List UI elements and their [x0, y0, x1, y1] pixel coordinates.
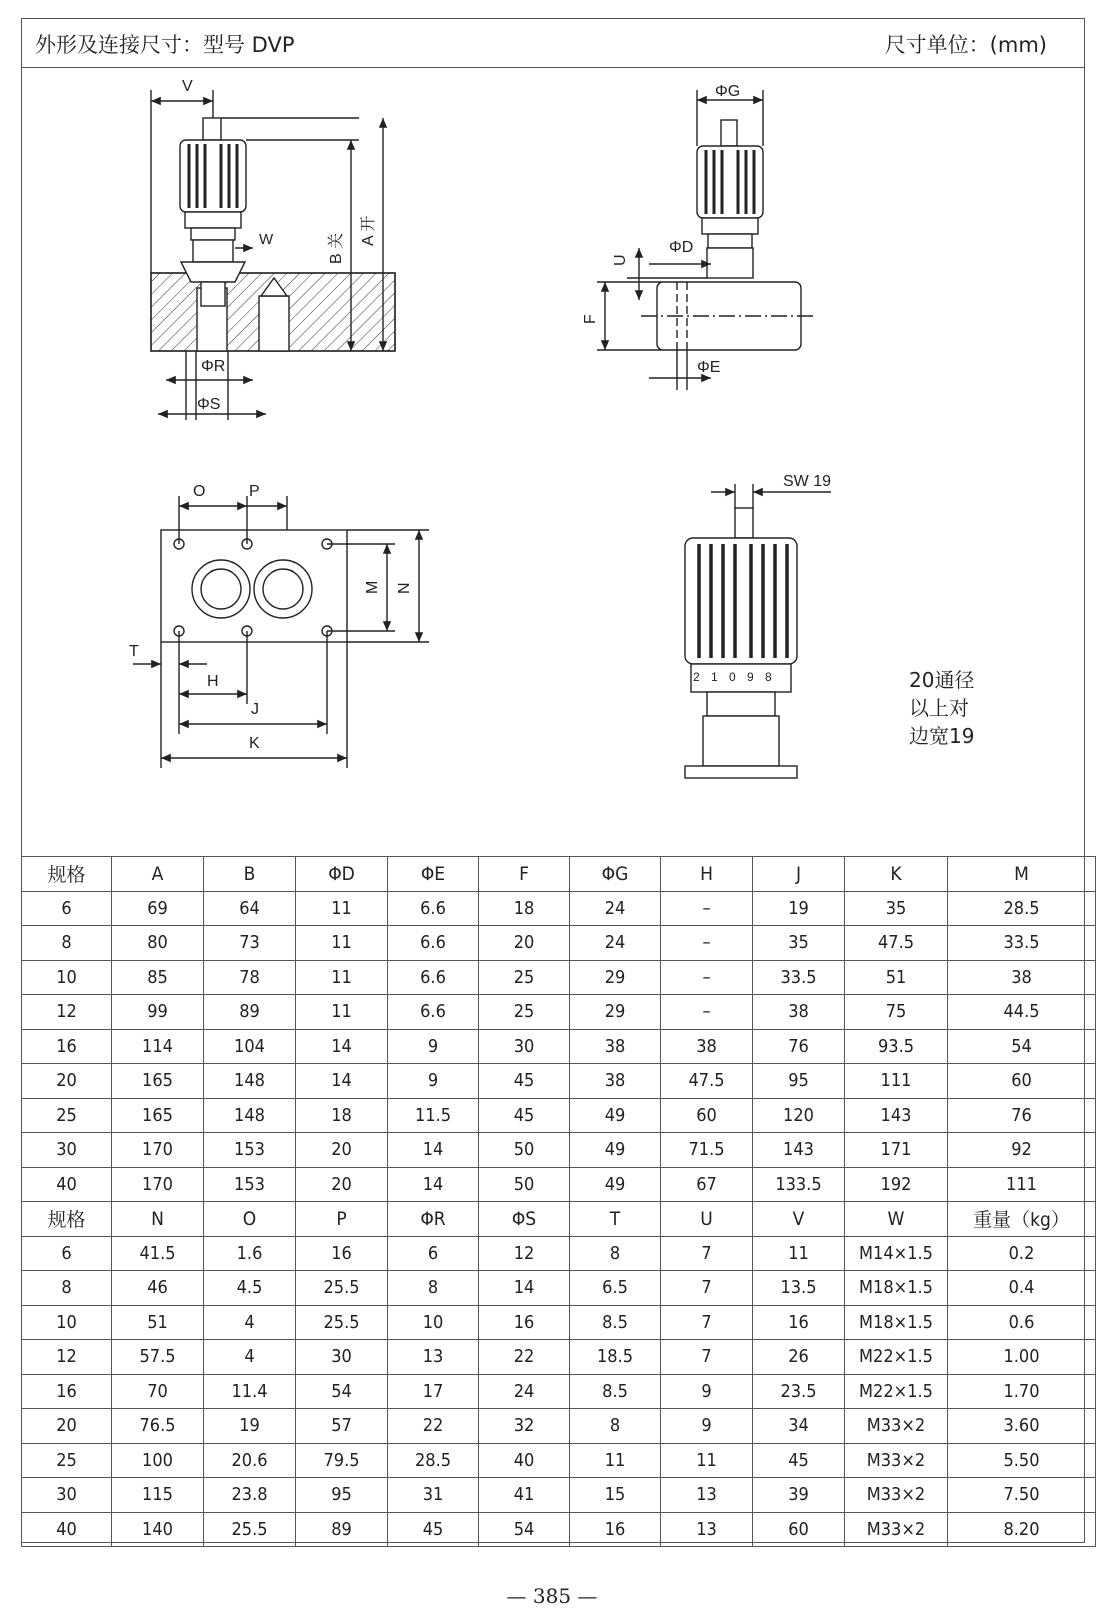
- table-cell: 73: [204, 926, 296, 961]
- table-cell: 60: [661, 1098, 753, 1133]
- header-cell: ΦG: [570, 857, 661, 892]
- table-cell: 75: [845, 995, 948, 1030]
- table-cell: 40: [22, 1512, 112, 1547]
- table-cell: 32: [479, 1409, 570, 1444]
- dim-label-u: U: [612, 254, 629, 266]
- dim-label-o: O: [193, 483, 206, 500]
- table-cell: 24: [570, 926, 661, 961]
- page-number: — 385 —: [506, 1584, 598, 1608]
- table-cell: 60: [753, 1512, 845, 1547]
- table-cell: 13.5: [753, 1271, 845, 1306]
- table-cell: 6: [388, 1236, 479, 1271]
- table-cell: 25: [22, 1098, 112, 1133]
- table-cell: 9: [388, 1064, 479, 1099]
- table-row: [22, 1340, 1096, 1375]
- table-cell: 45: [479, 1098, 570, 1133]
- header-cell: O: [204, 1202, 296, 1237]
- table-cell: 148: [204, 1098, 296, 1133]
- table-cell: 100: [112, 1443, 204, 1478]
- table-cell: 24: [479, 1374, 570, 1409]
- table-cell: 6: [22, 891, 112, 926]
- dim-label-b: B 关: [328, 232, 345, 264]
- page-header: [21, 18, 1085, 68]
- table-cell: 14: [388, 1133, 479, 1168]
- size-note-line: 边宽19: [909, 724, 975, 748]
- table-cell: 51: [112, 1305, 204, 1340]
- table-cell: 64: [204, 891, 296, 926]
- size-note: [909, 666, 974, 750]
- table-cell: 45: [753, 1443, 845, 1478]
- table-cell: M14×1.5: [845, 1236, 948, 1271]
- table-cell: 20: [479, 926, 570, 961]
- table-row: [22, 891, 1096, 926]
- table-cell: 115: [112, 1478, 204, 1513]
- table-cell: 16: [22, 1029, 112, 1064]
- table-cell: 11: [753, 1236, 845, 1271]
- table-cell: 38: [753, 995, 845, 1030]
- table-cell: M33×2: [845, 1512, 948, 1547]
- table-cell: 25: [479, 995, 570, 1030]
- table-cell: 95: [753, 1064, 845, 1099]
- table-cell: M18×1.5: [845, 1305, 948, 1340]
- table-cell: 54: [479, 1512, 570, 1547]
- table-cell: 25: [22, 1443, 112, 1478]
- table-cell: 140: [112, 1512, 204, 1547]
- table-cell: 50: [479, 1167, 570, 1202]
- table-cell: 35: [845, 891, 948, 926]
- dim-label-e: ΦE: [697, 359, 721, 376]
- table-cell: 33.5: [753, 960, 845, 995]
- table-cell: 23.5: [753, 1374, 845, 1409]
- table-cell: 16: [570, 1512, 661, 1547]
- table-cell: 38: [948, 960, 1096, 995]
- table-cell: 12: [22, 995, 112, 1030]
- dim-label-k: K: [249, 735, 260, 752]
- table-cell: 47.5: [845, 926, 948, 961]
- table-cell: M33×2: [845, 1443, 948, 1478]
- table-cell: 0.6: [948, 1305, 1096, 1340]
- table-cell: 8.5: [570, 1305, 661, 1340]
- table-cell: 49: [570, 1133, 661, 1168]
- table-cell: 8: [22, 926, 112, 961]
- table-cell: 3.60: [948, 1409, 1096, 1444]
- table-cell: 4.5: [204, 1271, 296, 1306]
- header-cell: ΦE: [388, 857, 479, 892]
- table-cell: 153: [204, 1133, 296, 1168]
- table-cell: 20: [22, 1409, 112, 1444]
- dim-label-v: V: [182, 78, 193, 95]
- table-cell: 93.5: [845, 1029, 948, 1064]
- table-cell: 16: [22, 1374, 112, 1409]
- table-cell: 13: [388, 1340, 479, 1375]
- table-cell: 12: [22, 1340, 112, 1375]
- header-cell: K: [845, 857, 948, 892]
- table-cell: 34: [753, 1409, 845, 1444]
- table-cell: 89: [204, 995, 296, 1030]
- table-cell: 76: [753, 1029, 845, 1064]
- table-cell: 8: [570, 1409, 661, 1444]
- table-cell: 78: [204, 960, 296, 995]
- table-cell: 0.2: [948, 1236, 1096, 1271]
- table-cell: 8.5: [570, 1374, 661, 1409]
- table-row: [22, 1029, 1096, 1064]
- header-cell: 重量（kg）: [948, 1202, 1096, 1237]
- dial-scale: 2 1 0 9 8: [693, 670, 776, 684]
- dim-label-f: F: [582, 314, 599, 324]
- table-header-row: [22, 857, 1096, 892]
- table-cell: 7: [661, 1305, 753, 1340]
- knob-view-drawing: [685, 484, 831, 778]
- table-cell: 16: [296, 1236, 388, 1271]
- table-cell: 6.6: [388, 891, 479, 926]
- dim-label-t: T: [129, 643, 139, 660]
- header-cell: A: [112, 857, 204, 892]
- table-cell: 19: [753, 891, 845, 926]
- table-cell: 30: [296, 1340, 388, 1375]
- table-cell: 35: [753, 926, 845, 961]
- table-cell: 46: [112, 1271, 204, 1306]
- table-row: [22, 1512, 1096, 1547]
- table-cell: 69: [112, 891, 204, 926]
- table-cell: 11.5: [388, 1098, 479, 1133]
- header-cell: V: [753, 1202, 845, 1237]
- table-cell: 25.5: [204, 1512, 296, 1547]
- table-cell: 8: [22, 1271, 112, 1306]
- table-cell: 11: [570, 1443, 661, 1478]
- table-cell: 44.5: [948, 995, 1096, 1030]
- table-row: [22, 1271, 1096, 1306]
- table-cell: 45: [388, 1512, 479, 1547]
- table-row: [22, 1409, 1096, 1444]
- header-cell: ΦR: [388, 1202, 479, 1237]
- table-cell: 0.4: [948, 1271, 1096, 1306]
- table-cell: 18: [479, 891, 570, 926]
- dimension-table: [21, 856, 1096, 1547]
- table-cell: 4: [204, 1305, 296, 1340]
- table-cell: 38: [570, 1029, 661, 1064]
- table-cell: –: [661, 960, 753, 995]
- table-cell: 89: [296, 1512, 388, 1547]
- table-row: [22, 1167, 1096, 1202]
- size-note-line: 20通径: [909, 668, 975, 692]
- dim-label-n: N: [396, 582, 413, 594]
- table-cell: 95: [296, 1478, 388, 1513]
- table-cell: M22×1.5: [845, 1340, 948, 1375]
- table-cell: 192: [845, 1167, 948, 1202]
- table-cell: 111: [948, 1167, 1096, 1202]
- knob-large: [685, 538, 797, 664]
- table-cell: 18: [296, 1098, 388, 1133]
- table-cell: 54: [948, 1029, 1096, 1064]
- table-cell: 8: [570, 1236, 661, 1271]
- table-cell: 9: [661, 1374, 753, 1409]
- dim-label-a: A 开: [360, 215, 377, 246]
- header-cell: M: [948, 857, 1096, 892]
- table-cell: 11.4: [204, 1374, 296, 1409]
- table-cell: 6.6: [388, 995, 479, 1030]
- table-cell: 25.5: [296, 1271, 388, 1306]
- table-cell: 14: [479, 1271, 570, 1306]
- table-cell: –: [661, 995, 753, 1030]
- table-cell: 6.6: [388, 960, 479, 995]
- table-cell: 7.50: [948, 1478, 1096, 1513]
- table-cell: M33×2: [845, 1478, 948, 1513]
- table-cell: 22: [479, 1340, 570, 1375]
- table-cell: 14: [296, 1029, 388, 1064]
- table-cell: 11: [661, 1443, 753, 1478]
- table-cell: 33.5: [948, 926, 1096, 961]
- table-cell: 18.5: [570, 1340, 661, 1375]
- table-cell: 13: [661, 1478, 753, 1513]
- table-cell: M33×2: [845, 1409, 948, 1444]
- table-cell: 54: [296, 1374, 388, 1409]
- table-cell: 114: [112, 1029, 204, 1064]
- table-cell: 71.5: [661, 1133, 753, 1168]
- section-view-drawing: [151, 90, 395, 420]
- header-cell: 规格: [22, 1202, 112, 1237]
- dim-label-g: ΦG: [715, 83, 741, 100]
- header-cell: T: [570, 1202, 661, 1237]
- table-cell: 80: [112, 926, 204, 961]
- header-cell: F: [479, 857, 570, 892]
- table-cell: 92: [948, 1133, 1096, 1168]
- table-cell: M18×1.5: [845, 1271, 948, 1306]
- table-cell: 120: [753, 1098, 845, 1133]
- table-cell: 29: [570, 960, 661, 995]
- table-cell: 23.8: [204, 1478, 296, 1513]
- table-cell: 26: [753, 1340, 845, 1375]
- table-cell: 1.00: [948, 1340, 1096, 1375]
- table-cell: 60: [948, 1064, 1096, 1099]
- dim-label-sw: SW 19: [783, 473, 832, 490]
- table-cell: 39: [753, 1478, 845, 1513]
- table-cell: 11: [296, 960, 388, 995]
- table-cell: 76: [948, 1098, 1096, 1133]
- header-cell: N: [112, 1202, 204, 1237]
- header-cell: B: [204, 857, 296, 892]
- table-cell: 24: [570, 891, 661, 926]
- table-cell: 14: [296, 1064, 388, 1099]
- unit-label: 尺寸单位：(mm): [884, 33, 1047, 57]
- side-view-drawing: [597, 90, 817, 390]
- table-row: [22, 1236, 1096, 1271]
- table-cell: 15: [570, 1478, 661, 1513]
- table-cell: 7: [661, 1340, 753, 1375]
- table-cell: 1.6: [204, 1236, 296, 1271]
- header-cell: J: [753, 857, 845, 892]
- table-cell: 1.70: [948, 1374, 1096, 1409]
- table-cell: 17: [388, 1374, 479, 1409]
- table-cell: 20: [22, 1064, 112, 1099]
- table-cell: 6: [22, 1236, 112, 1271]
- table-row: [22, 995, 1096, 1030]
- table-cell: 47.5: [661, 1064, 753, 1099]
- table-cell: 49: [570, 1098, 661, 1133]
- table-cell: 25: [479, 960, 570, 995]
- header-cell: U: [661, 1202, 753, 1237]
- header-cell: P: [296, 1202, 388, 1237]
- dim-label-w: W: [259, 231, 274, 248]
- table-row: [22, 1133, 1096, 1168]
- header-cell: ΦS: [479, 1202, 570, 1237]
- table-cell: 14: [388, 1167, 479, 1202]
- header-cell: 规格: [22, 857, 112, 892]
- table-row: [22, 1374, 1096, 1409]
- table-cell: 170: [112, 1133, 204, 1168]
- table-cell: 165: [112, 1064, 204, 1099]
- table-row: [22, 1305, 1096, 1340]
- table-cell: 20: [296, 1133, 388, 1168]
- dim-label-r: ΦR: [201, 358, 226, 375]
- table-cell: 148: [204, 1064, 296, 1099]
- table-cell: 20.6: [204, 1443, 296, 1478]
- table-cell: 31: [388, 1478, 479, 1513]
- table-cell: 13: [661, 1512, 753, 1547]
- table-cell: 104: [204, 1029, 296, 1064]
- technical-drawings: [21, 68, 1085, 856]
- table-cell: 41.5: [112, 1236, 204, 1271]
- table-cell: 51: [845, 960, 948, 995]
- table-cell: 41: [479, 1478, 570, 1513]
- table-header-row: [22, 1202, 1096, 1237]
- dim-label-p: P: [249, 483, 260, 500]
- table-cell: 11: [296, 995, 388, 1030]
- table-cell: 133.5: [753, 1167, 845, 1202]
- table-cell: 19: [204, 1409, 296, 1444]
- table-cell: 40: [22, 1167, 112, 1202]
- header-cell: ΦD: [296, 857, 388, 892]
- table-cell: 8: [388, 1271, 479, 1306]
- dim-label-d: ΦD: [669, 239, 694, 256]
- table-cell: 143: [753, 1133, 845, 1168]
- table-cell: 38: [661, 1029, 753, 1064]
- table-cell: 28.5: [948, 891, 1096, 926]
- table-cell: 20: [296, 1167, 388, 1202]
- table-cell: 10: [388, 1305, 479, 1340]
- table-cell: 12: [479, 1236, 570, 1271]
- table-row: [22, 1443, 1096, 1478]
- page-title: 外形及连接尺寸：型号 DVP: [35, 33, 295, 57]
- table-cell: 30: [22, 1478, 112, 1513]
- table-row: [22, 926, 1096, 961]
- table-cell: 99: [112, 995, 204, 1030]
- dim-label-s: ΦS: [197, 396, 221, 413]
- table-cell: 28.5: [388, 1443, 479, 1478]
- table-cell: 9: [388, 1029, 479, 1064]
- table-cell: 79.5: [296, 1443, 388, 1478]
- table-cell: 57: [296, 1409, 388, 1444]
- table-cell: 50: [479, 1133, 570, 1168]
- dim-label-m: M: [364, 580, 381, 594]
- table-cell: 7: [661, 1271, 753, 1306]
- table-cell: 22: [388, 1409, 479, 1444]
- table-cell: 153: [204, 1167, 296, 1202]
- table-cell: M22×1.5: [845, 1374, 948, 1409]
- table-cell: 76.5: [112, 1409, 204, 1444]
- table-row: [22, 1478, 1096, 1513]
- header-cell: H: [661, 857, 753, 892]
- table-cell: 40: [479, 1443, 570, 1478]
- dim-label-h: H: [207, 673, 219, 690]
- table-cell: 30: [479, 1029, 570, 1064]
- table-cell: 11: [296, 891, 388, 926]
- table-cell: 143: [845, 1098, 948, 1133]
- table-cell: 67: [661, 1167, 753, 1202]
- table-cell: 16: [753, 1305, 845, 1340]
- table-cell: –: [661, 891, 753, 926]
- table-cell: 5.50: [948, 1443, 1096, 1478]
- table-cell: 70: [112, 1374, 204, 1409]
- port-pattern-drawing: [133, 496, 429, 768]
- table-cell: 165: [112, 1098, 204, 1133]
- table-cell: 6.5: [570, 1271, 661, 1306]
- header-cell: W: [845, 1202, 948, 1237]
- table-cell: 7: [661, 1236, 753, 1271]
- table-cell: –: [661, 926, 753, 961]
- table-cell: 29: [570, 995, 661, 1030]
- table-cell: 16: [479, 1305, 570, 1340]
- table-cell: 170: [112, 1167, 204, 1202]
- table-row: [22, 1098, 1096, 1133]
- table-cell: 85: [112, 960, 204, 995]
- table-cell: 111: [845, 1064, 948, 1099]
- table-cell: 6.6: [388, 926, 479, 961]
- table-cell: 10: [22, 960, 112, 995]
- table-cell: 30: [22, 1133, 112, 1168]
- table-cell: 45: [479, 1064, 570, 1099]
- table-cell: 25.5: [296, 1305, 388, 1340]
- table-row: [22, 960, 1096, 995]
- table-cell: 8.20: [948, 1512, 1096, 1547]
- table-cell: 57.5: [112, 1340, 204, 1375]
- table-cell: 11: [296, 926, 388, 961]
- table-cell: 38: [570, 1064, 661, 1099]
- table-cell: 10: [22, 1305, 112, 1340]
- table-cell: 4: [204, 1340, 296, 1375]
- table-row: [22, 1064, 1096, 1099]
- size-note-line: 以上对: [909, 696, 969, 720]
- table-cell: 171: [845, 1133, 948, 1168]
- table-cell: 9: [661, 1409, 753, 1444]
- dim-label-j: J: [251, 701, 259, 718]
- table-cell: 49: [570, 1167, 661, 1202]
